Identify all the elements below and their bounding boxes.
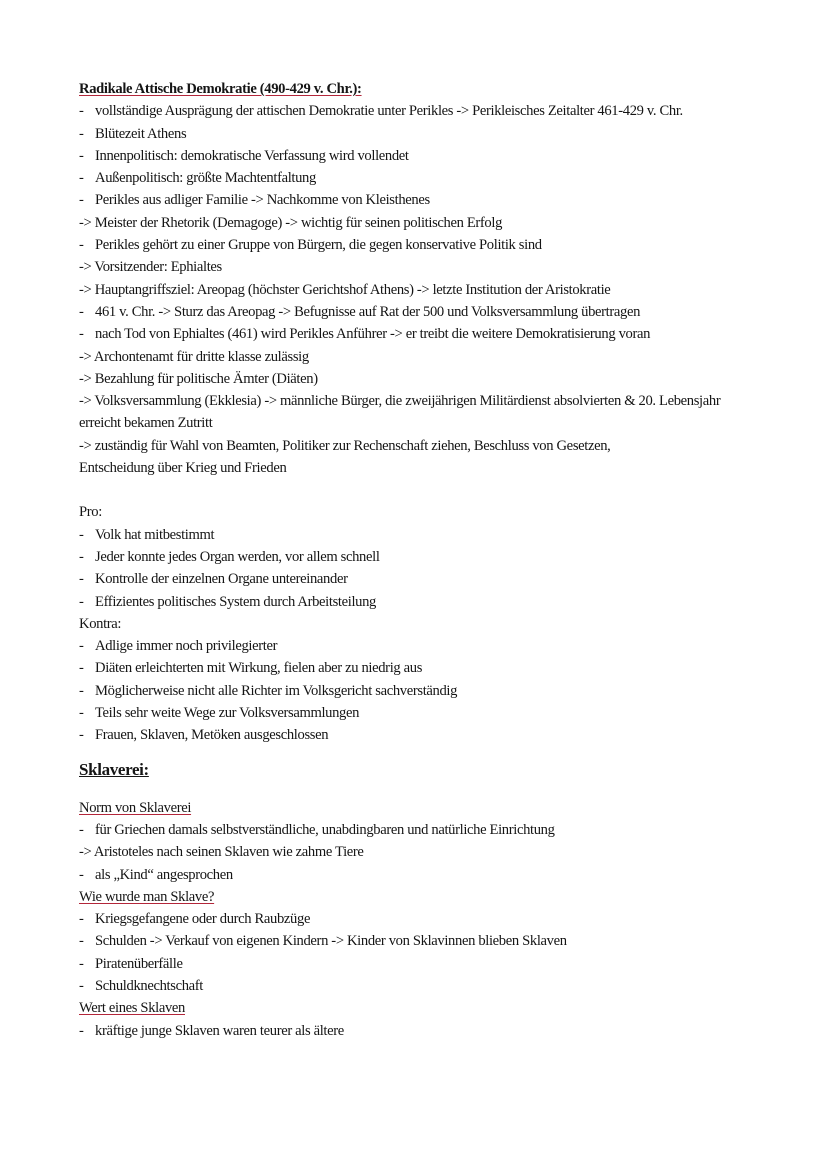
kontra-item: - Möglicherweise nicht alle Richter im Volksgericht sachverständig [79,680,759,702]
list-item: - kräftige junge Sklaven waren teurer als ältere [79,1020,759,1042]
pro-item: - Kontrolle der einzelnen Organe untereinander [79,568,759,590]
list-item: - Außenpolitisch: größte Machtentfaltung [79,167,759,189]
section-title-sklaverei: Sklaverei: [79,759,149,779]
list-item: - Innenpolitisch: demokratische Verfassung wird vollendet [79,145,759,167]
list-item: - nach Tod von Ephialtes (461) wird Perikles Anführer -> er treibt die weitere Demokratisierung voran [79,323,759,345]
arrow-line: -> Volksversammlung (Ekklesia) -> männliche Bürger, die zweijährigen Militärdienst absolvierten & 20. Lebensjahr erreicht bekamen Zutritt [79,393,721,432]
section-title-demokratie: Radikale Attische Demokratie (490-429 v. Chr.): [79,81,362,97]
pro-label: Pro: [79,504,102,521]
arrow-line: -> Aristoteles nach seinen Sklaven wie zahme Tiere [79,844,364,861]
list-item: - Perikles aus adliger Familie -> Nachkomme von Kleisthenes [79,189,759,211]
arrow-line: -> Vorsitzender: Ephialtes [79,259,222,276]
kontra-item: - Frauen, Sklaven, Metöken ausgeschlossen [79,724,759,746]
kontra-item: - Adlige immer noch privilegierter [79,635,759,657]
list-item: - Kriegsgefangene oder durch Raubzüge [79,908,759,930]
list-item: - Blütezeit Athens [79,123,759,145]
pro-item: - Jeder konnte jedes Organ werden, vor allem schnell [79,546,759,568]
arrow-line: -> zuständig für Wahl von Beamten, Politiker zur Rechenschaft ziehen, Beschluss von Gesetzen, Entscheidung über Krieg und Frieden [79,437,611,477]
arrow-line: -> Meister der Rhetorik (Demagoge) -> wichtig für seinen politischen Erfolg [79,214,503,231]
list-item: - Piratenüberfälle [79,953,759,975]
pro-item: - Volk hat mitbestimmt [79,524,759,546]
list-item: - 461 v. Chr. -> Sturz das Areopag -> Befugnisse auf Rat der 500 und Volksversammlung übertragen [79,301,759,323]
subheading-wie: Wie wurde man Sklave? [79,888,215,905]
arrow-line: -> Bezahlung für politische Ämter (Diäten) [79,370,318,387]
list-item: - vollständige Ausprägung der attischen Demokratie unter Perikles -> Perikleisches Zeitalter 461-429 v. Chr. [79,100,755,122]
kontra-label: Kontra: [79,615,122,632]
kontra-item: - Teils sehr weite Wege zur Volksversammlungen [79,702,759,724]
subheading-wert: Wert eines Sklaven [79,1000,185,1017]
list-item: - als „Kind“ angesprochen [79,864,759,886]
spacer [79,785,759,797]
pro-item: - Effizientes politisches System durch Arbeitsteilung [79,591,759,613]
arrow-line: -> Hauptangriffsziel: Areopag (höchster Gerichtshof Athens) -> letzte Institution der Aristokratie [79,281,611,298]
kontra-item: - Diäten erleichterten mit Wirkung, fielen aber zu niedrig aus [79,657,759,679]
arrow-line: -> Archontenamt für dritte klasse zulässig [79,348,309,365]
list-item: - Schulden -> Verkauf von eigenen Kindern -> Kinder von Sklavinnen blieben Sklaven [79,930,759,952]
list-item: - Schuldknechtschaft [79,975,759,997]
document-page [79,78,759,1042]
subheading-norm: Norm von Sklaverei [79,799,192,816]
list-item: - Perikles gehört zu einer Gruppe von Bürgern, die gegen konservative Politik sind [79,234,759,256]
spacer [79,479,759,501]
list-item: - für Griechen damals selbstverständliche, unabdingbaren und natürliche Einrichtung [79,819,759,841]
